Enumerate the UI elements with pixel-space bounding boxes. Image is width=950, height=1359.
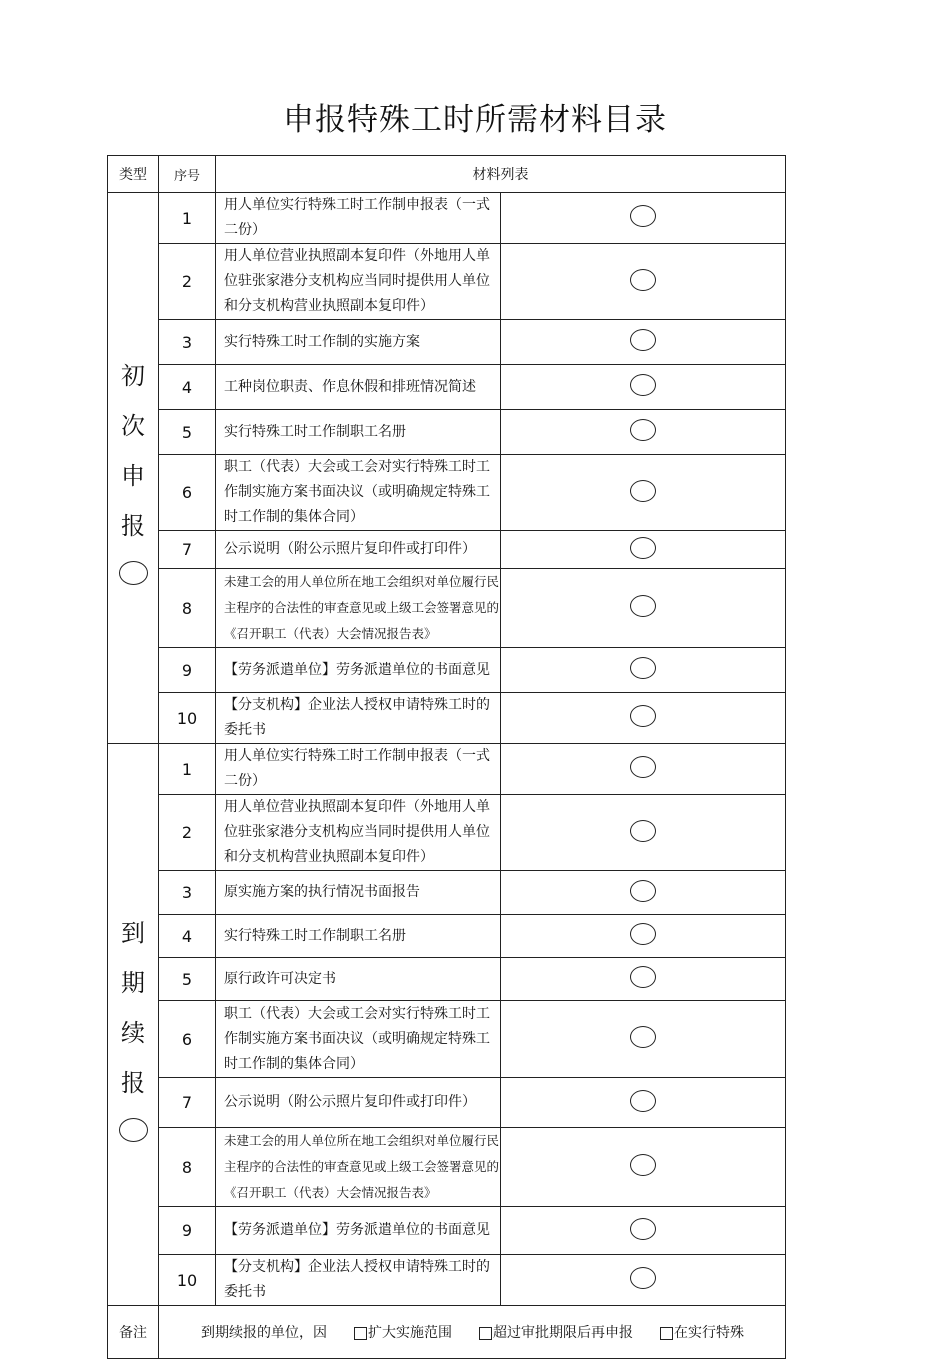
item-checkbox-circle[interactable]: [630, 1154, 656, 1176]
item-material: 用人单位营业执照副本复印件（外地用人单位驻张家港分支机构应当同时提供用人单位和分支机构营业执照副本复印件）: [216, 795, 501, 871]
item-check-cell: [501, 1207, 786, 1255]
table-row: [108, 193, 786, 244]
item-checkbox-circle[interactable]: [630, 374, 656, 396]
table-row: [108, 531, 786, 569]
section-checkbox-circle[interactable]: [119, 561, 148, 585]
item-seq: 6: [159, 455, 216, 531]
item-seq: 2: [159, 795, 216, 871]
table-row: [108, 744, 786, 795]
table-row: [108, 569, 786, 648]
remark-label: 备注: [108, 1306, 159, 1359]
item-seq: 9: [159, 1207, 216, 1255]
header-seq: 序号: [159, 156, 216, 193]
item-seq: 1: [159, 744, 216, 795]
item-checkbox-circle[interactable]: [630, 537, 656, 559]
table-row: [108, 244, 786, 320]
materials-table: [107, 155, 786, 1359]
item-checkbox-circle[interactable]: [630, 1090, 656, 1112]
table-row: [108, 320, 786, 365]
item-checkbox-circle[interactable]: [630, 756, 656, 778]
table-row: [108, 1128, 786, 1207]
table-row: [108, 1078, 786, 1128]
table-row: [108, 915, 786, 958]
section-type-char: 期: [121, 968, 145, 997]
section-type-cell: [108, 744, 159, 1306]
item-check-cell: [501, 871, 786, 915]
table-row: [108, 648, 786, 693]
item-check-cell: [501, 693, 786, 744]
item-material: 未建工会的用人单位所在地工会组织对单位履行民主程序的合法性的审查意见或上级工会签署意见的《召开职工（代表）大会情况报告表》: [216, 1128, 501, 1207]
checkbox-icon[interactable]: [660, 1327, 673, 1340]
item-material: 【分支机构】企业法人授权申请特殊工时的委托书: [216, 693, 501, 744]
item-seq: 6: [159, 1001, 216, 1078]
item-material: 用人单位营业执照副本复印件（外地用人单位驻张家港分支机构应当同时提供用人单位和分支机构营业执照副本复印件）: [216, 244, 501, 320]
remark-option-label: 在实行特殊: [674, 1325, 744, 1341]
page-title: 申报特殊工时所需材料目录: [283, 102, 667, 138]
item-material: 实行特殊工时工作制职工名册: [216, 410, 501, 455]
item-checkbox-circle[interactable]: [630, 705, 656, 727]
item-seq: 4: [159, 365, 216, 410]
item-seq: 7: [159, 1078, 216, 1128]
item-checkbox-circle[interactable]: [630, 595, 656, 617]
remark-lead-text: 到期续报的单位，因: [201, 1325, 327, 1341]
item-check-cell: [501, 648, 786, 693]
item-seq: 3: [159, 871, 216, 915]
item-seq: 2: [159, 244, 216, 320]
item-material: 原行政许可决定书: [216, 958, 501, 1001]
item-check-cell: [501, 410, 786, 455]
item-seq: 8: [159, 569, 216, 648]
item-material: 公示说明（附公示照片复印件或打印件）: [216, 1078, 501, 1128]
remark-option-label: 扩大实施范围: [368, 1325, 452, 1341]
item-checkbox-circle[interactable]: [630, 269, 656, 291]
item-material: 【劳务派遣单位】劳务派遣单位的书面意见: [216, 648, 501, 693]
item-check-cell: [501, 1001, 786, 1078]
section-type-char: 申: [121, 462, 145, 490]
header-materials: 材料列表: [216, 156, 786, 193]
item-check-cell: [501, 1078, 786, 1128]
item-checkbox-circle[interactable]: [630, 1026, 656, 1048]
item-check-cell: [501, 1255, 786, 1306]
item-checkbox-circle[interactable]: [630, 480, 656, 502]
item-material: 用人单位实行特殊工时工作制申报表（一式二份）: [216, 193, 501, 244]
item-checkbox-circle[interactable]: [630, 205, 656, 227]
checkbox-icon[interactable]: [479, 1327, 492, 1340]
item-checkbox-circle[interactable]: [630, 820, 656, 842]
item-material: 【劳务派遣单位】劳务派遣单位的书面意见: [216, 1207, 501, 1255]
remark-option-label: 超过审批期限后再申报: [493, 1325, 633, 1341]
item-checkbox-circle[interactable]: [630, 1267, 656, 1289]
remark-row: [108, 1306, 786, 1359]
item-check-cell: [501, 455, 786, 531]
item-checkbox-circle[interactable]: [630, 329, 656, 351]
item-checkbox-circle[interactable]: [630, 880, 656, 902]
table-header-row: [108, 156, 786, 193]
remark-option[interactable]: [354, 1322, 452, 1342]
item-seq: 10: [159, 693, 216, 744]
item-check-cell: [501, 193, 786, 244]
section-type-char: 续: [121, 1018, 145, 1047]
item-material: 原实施方案的执行情况书面报告: [216, 871, 501, 915]
table-row: [108, 693, 786, 744]
item-check-cell: [501, 915, 786, 958]
section-type-char: 次: [121, 412, 145, 440]
item-seq: 7: [159, 531, 216, 569]
item-check-cell: [501, 365, 786, 410]
item-material: 工种岗位职责、作息休假和排班情况简述: [216, 365, 501, 410]
item-material: 【分支机构】企业法人授权申请特殊工时的委托书: [216, 1255, 501, 1306]
table-row: [108, 1255, 786, 1306]
item-check-cell: [501, 320, 786, 365]
item-check-cell: [501, 244, 786, 320]
remark-option[interactable]: [479, 1322, 633, 1342]
item-seq: 1: [159, 193, 216, 244]
table-row: [108, 871, 786, 915]
item-material: 公示说明（附公示照片复印件或打印件）: [216, 531, 501, 569]
item-checkbox-circle[interactable]: [630, 923, 656, 945]
item-material: 未建工会的用人单位所在地工会组织对单位履行民主程序的合法性的审查意见或上级工会签署意见的《召开职工（代表）大会情况报告表》: [216, 569, 501, 648]
item-material: 实行特殊工时工作制的实施方案: [216, 320, 501, 365]
item-checkbox-circle[interactable]: [630, 1218, 656, 1240]
item-material: 职工（代表）大会或工会对实行特殊工时工作制实施方案书面决议（或明确规定特殊工时工作制的集体合同）: [216, 455, 501, 531]
remark-content: [159, 1306, 786, 1359]
item-material: 职工（代表）大会或工会对实行特殊工时工作制实施方案书面决议（或明确规定特殊工时工作制的集体合同）: [216, 1001, 501, 1078]
item-seq: 8: [159, 1128, 216, 1207]
section-type-char: 初: [121, 362, 145, 390]
item-check-cell: [501, 569, 786, 648]
table-row: [108, 455, 786, 531]
item-seq: 4: [159, 915, 216, 958]
header-type: 类型: [108, 156, 159, 193]
section-checkbox-circle[interactable]: [119, 1118, 148, 1142]
item-material: 用人单位实行特殊工时工作制申报表（一式二份）: [216, 744, 501, 795]
section-type-cell: [108, 193, 159, 744]
item-check-cell: [501, 958, 786, 1001]
item-seq: 5: [159, 958, 216, 1001]
table-row: [108, 1207, 786, 1255]
item-check-cell: [501, 795, 786, 871]
item-seq: 5: [159, 410, 216, 455]
table-row: [108, 958, 786, 1001]
section-type-char: 报: [121, 1068, 145, 1097]
item-checkbox-circle[interactable]: [630, 657, 656, 679]
item-checkbox-circle[interactable]: [630, 419, 656, 441]
item-seq: 10: [159, 1255, 216, 1306]
item-seq: 3: [159, 320, 216, 365]
section-type-char: 报: [121, 512, 145, 540]
item-check-cell: [501, 1128, 786, 1207]
item-checkbox-circle[interactable]: [630, 966, 656, 988]
table-row: [108, 365, 786, 410]
checkbox-icon[interactable]: [354, 1327, 367, 1340]
table-row: [108, 410, 786, 455]
item-seq: 9: [159, 648, 216, 693]
item-material: 实行特殊工时工作制职工名册: [216, 915, 501, 958]
section-type-char: 到: [121, 918, 145, 947]
table-row: [108, 1001, 786, 1078]
item-check-cell: [501, 744, 786, 795]
remark-option[interactable]: [660, 1322, 744, 1342]
table-row: [108, 795, 786, 871]
item-check-cell: [501, 531, 786, 569]
